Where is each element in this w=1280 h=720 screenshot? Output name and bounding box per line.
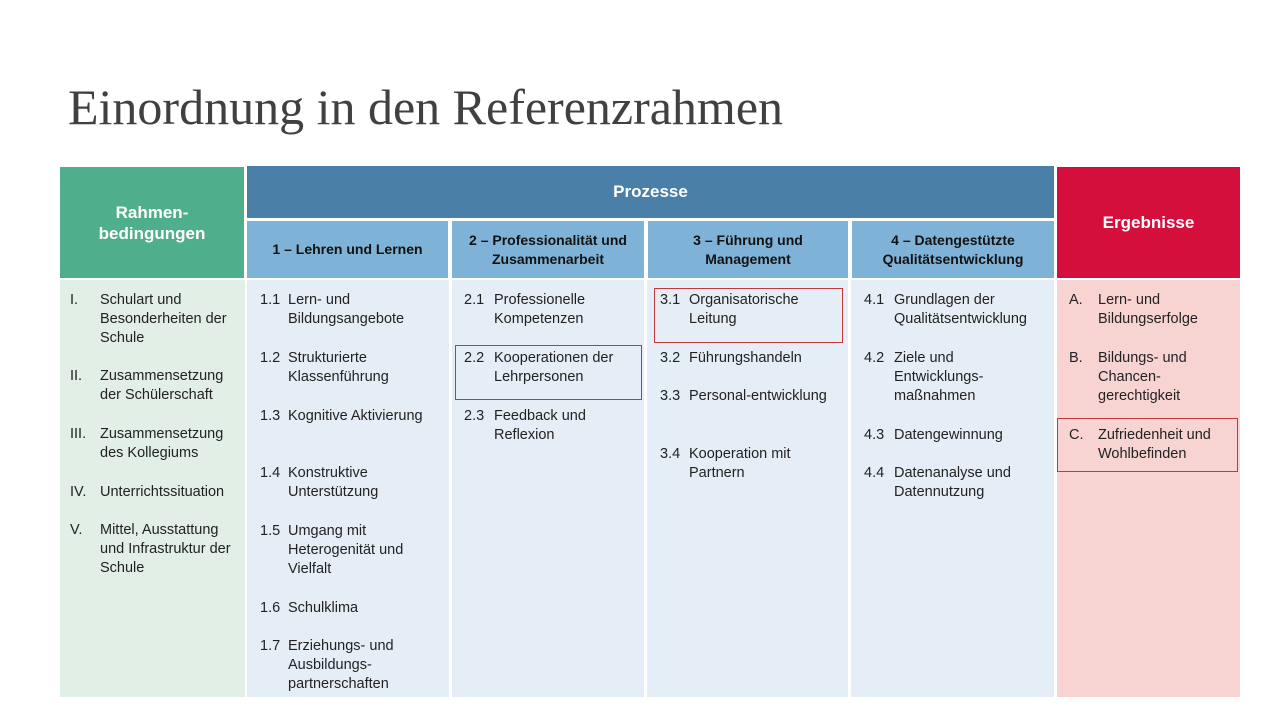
item-text: Konstruktive Unterstützung	[288, 465, 379, 501]
subheader-lehren-lernen	[247, 221, 448, 278]
item-number: 3.3	[660, 388, 681, 404]
item-text: Strukturierte Klassenführung	[288, 350, 389, 386]
item-text: Mittel, Ausstattung und Infrastruktur der Schule	[100, 522, 231, 577]
subheader-fuehrung	[648, 221, 848, 278]
item-text: Zusammensetzung der Schülerschaft	[100, 368, 224, 404]
header-prozesse-label: Prozesse	[613, 182, 688, 201]
subheader-professionalitaet	[452, 221, 644, 278]
column-prozesse-2	[452, 280, 644, 697]
item-number: A.	[1069, 292, 1083, 308]
item-text: Erziehungs- und Ausbildungs-partnerschaften	[288, 638, 394, 693]
item-text: Führungshandeln	[689, 350, 802, 366]
header-prozesse	[247, 166, 1054, 218]
item-number: 1.4	[260, 465, 281, 481]
item-number: 3.4	[660, 446, 681, 462]
slide-title: Einordnung in den Referenzrahmen	[68, 79, 784, 135]
item-number: 1.7	[260, 638, 281, 654]
highlight-box-2-2	[455, 345, 642, 400]
item-number: 4.1	[864, 292, 885, 308]
item-number: I.	[70, 292, 79, 308]
item-number: 2.1	[464, 292, 485, 308]
item-number: 1.6	[260, 600, 281, 616]
item-text: Organisatorische Leitung	[689, 292, 799, 328]
item-number: 2.2	[464, 350, 485, 366]
item-text: Grundlagen der Qualitätsentwicklung	[894, 292, 1027, 328]
column-rahmenbedingungen	[60, 280, 245, 697]
prozesse-1-list	[247, 280, 449, 697]
item-text: Feedback und Reflexion	[494, 408, 586, 444]
item-text: Kooperationen der Lehrpersonen	[494, 350, 614, 386]
item-number: V.	[70, 522, 83, 538]
item-number: 4.4	[864, 465, 885, 481]
header-rahmenbedingungen-label	[99, 202, 206, 244]
item-text: Unterrichtssituation	[100, 484, 225, 500]
highlight-box-3-1	[654, 288, 843, 343]
item-text: Schulklima	[288, 600, 359, 616]
item-text: Schulart und Besonderheiten der Schule	[100, 292, 227, 347]
item-number: B.	[1069, 350, 1083, 366]
item-number: 1.3	[260, 408, 281, 424]
item-text: Zufriedenheit und Wohlbefinden	[1098, 427, 1211, 463]
subheader-label: 4 – Datengestützte Qualitätsentwicklung	[882, 231, 1024, 267]
rahmen-list	[60, 280, 245, 697]
item-text: Umgang mit Heterogenität und Vielfalt	[288, 523, 404, 578]
header-ergebnisse-label: Ergebnisse	[1102, 212, 1195, 232]
prozesse-2-list	[452, 280, 644, 697]
column-ergebnisse	[1057, 280, 1240, 697]
item-number: III.	[70, 426, 87, 442]
header-rahmenbedingungen	[60, 167, 244, 278]
item-number: IV.	[70, 484, 87, 500]
header-rahmen-text: Rahmen- bedingungen	[98, 202, 206, 243]
subheader-datengestuetzt	[852, 221, 1054, 278]
item-text: Kooperation mit Partnern	[689, 446, 791, 482]
item-text: Zusammensetzung des Kollegiums	[100, 426, 224, 462]
item-number: 4.2	[864, 350, 885, 366]
item-number: 1.1	[260, 292, 281, 308]
item-number: 4.3	[864, 427, 885, 443]
subheader-label: 3 – Führung und Management	[693, 231, 803, 267]
item-number: 3.1	[660, 292, 681, 308]
column-prozesse-4	[851, 280, 1054, 697]
column-prozesse-1	[247, 280, 449, 697]
item-number: 2.3	[464, 408, 485, 424]
item-text: Personal-entwicklung	[689, 388, 827, 404]
item-text: Bildungs- und Chancen-gerechtigkeit	[1098, 350, 1187, 405]
highlight-box-c	[1057, 418, 1238, 472]
item-text: Datenanalyse und Datennutzung	[894, 465, 1011, 501]
subheader-label: 1 – Lehren und Lernen	[272, 241, 423, 257]
subheader-label: 2 – Professionalität und Zusammenarbeit	[469, 231, 627, 267]
ergebnisse-list	[1057, 280, 1240, 697]
item-text: Professionelle Kompetenzen	[494, 292, 586, 328]
item-text: Kognitive Aktivierung	[288, 408, 423, 424]
item-number: 3.2	[660, 350, 681, 366]
item-number: II.	[70, 368, 83, 384]
item-text: Datengewinnung	[894, 427, 1003, 443]
item-number: C.	[1069, 427, 1084, 443]
prozesse-4-list	[851, 280, 1054, 697]
item-number: 1.2	[260, 350, 281, 366]
item-number: 1.5	[260, 523, 281, 539]
header-ergebnisse	[1057, 167, 1240, 278]
item-text: Lern- und Bildungserfolge	[1098, 292, 1198, 328]
item-text: Ziele und Entwicklungs-maßnahmen	[894, 350, 984, 405]
item-text: Lern- und Bildungsangebote	[288, 292, 405, 328]
